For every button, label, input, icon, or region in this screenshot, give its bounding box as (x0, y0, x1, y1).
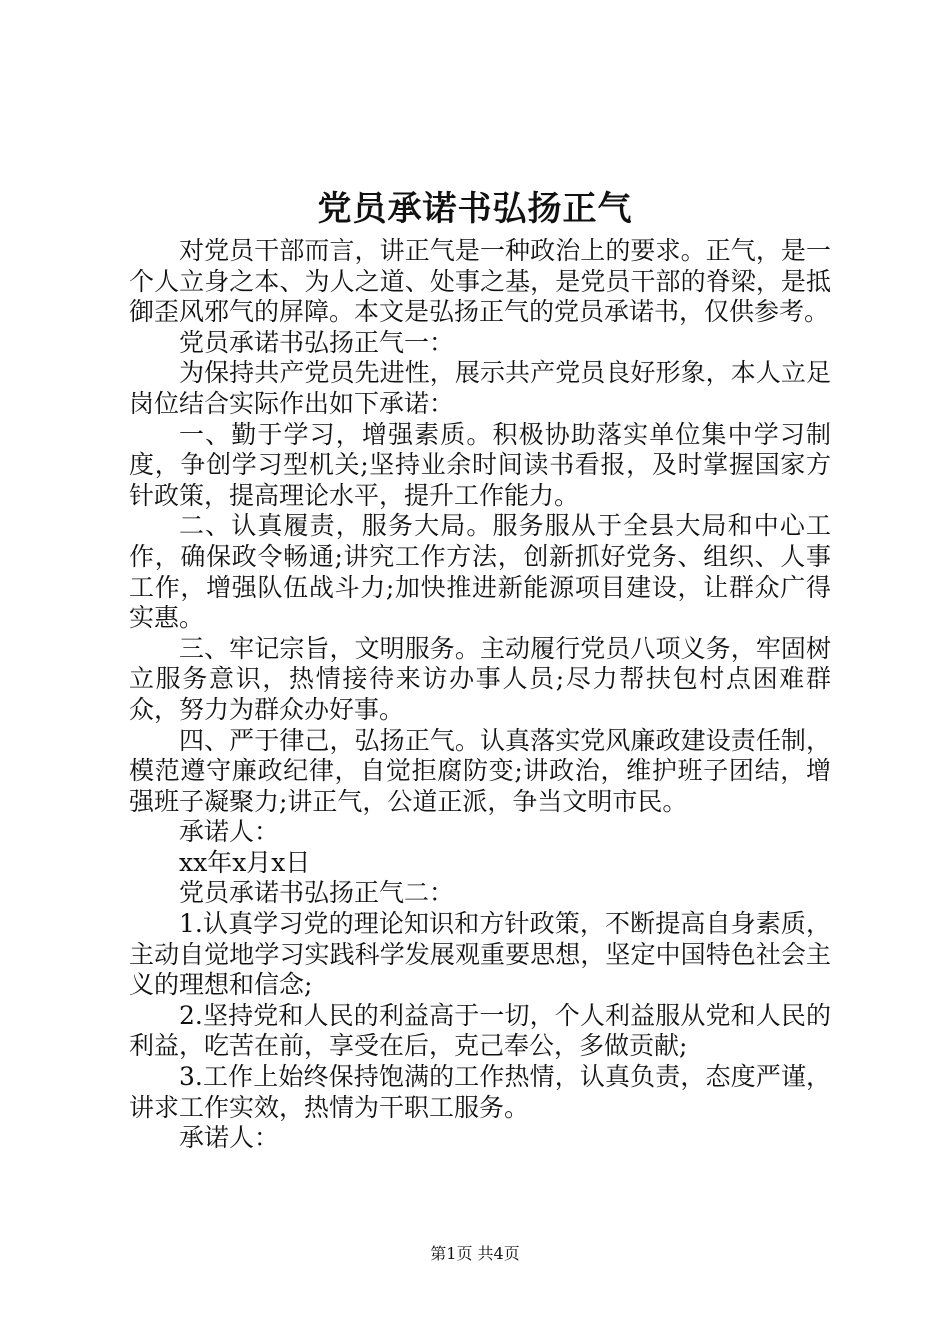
page-footer: 第1页 共4页 (430, 1244, 520, 1263)
document-title: 党员承诺书弘扬正气 (317, 189, 633, 229)
paragraph-item-2: 2.坚持党和人民的利益高于一切，个人利益服从党和人民的利益，吃苦在前，享受在后，克己奉公，多做贡献; (129, 1000, 831, 1061)
document-body (129, 236, 831, 1154)
date-line: xx年x月x日 (179, 847, 311, 877)
paragraph-pledge-2: 二、认真履责，服务大局。服务服从于全县大局和中心工作，确保政令畅通;讲究工作方法，创新抓好党务、组织、人事工作，增强队伍战斗力;加快推进新能源项目建设，让群众广得实惠。 (129, 511, 831, 633)
intro-paragraph: 对党员干部而言，讲正气是一种政治上的要求。正气，是一个人立身之本、为人之道、处事之基，是党员干部的脊梁，是抵御歪风邪气的屏障。本文是弘扬正气的党员承诺书，仅供参考。 (129, 236, 831, 327)
paragraph-item-1: 1.认真学习党的理论知识和方针政策，不断提高自身素质，主动自觉地学习实践科学发展观重要思想，坚定中国特色社会主义的理想和信念; (129, 909, 831, 1000)
signature-label-2: 承诺人： (179, 1123, 280, 1153)
signature-label: 承诺人： (179, 817, 280, 847)
section-heading-one: 党员承诺书弘扬正气一： (179, 327, 455, 357)
section-heading-two: 党员承诺书弘扬正气二： (179, 878, 455, 908)
paragraph-preamble: 为保持共产党员先进性，展示共产党员良好形象，本人立足岗位结合实际作出如下承诺： (129, 358, 831, 418)
paragraph-pledge-3: 三、牢记宗旨，文明服务。主动履行党员八项义务，牢固树立服务意识，热情接待来访办事人员;尽力帮扶包村点困难群众，努力为群众办好事。 (129, 633, 831, 724)
paragraph-pledge-4: 四、严于律己，弘扬正气。认真落实党风廉政建设责任制，模范遵守廉政纪律，自觉拒腐防变;讲政治，维护班子团结，增强班子凝聚力;讲正气，公道正派，争当文明市民。 (129, 725, 831, 816)
paragraph-pledge-1: 一、勤于学习，增强素质。积极协助落实单位集中学习制度，争创学习型机关;坚持业余时间读书看报，及时掌握国家方针政策，提高理论水平，提升工作能力。 (129, 419, 831, 510)
paragraph-item-3: 3.工作上始终保持饱满的工作热情，认真负责，态度严谨，讲求工作实效，热情为干职工服务。 (129, 1062, 831, 1122)
